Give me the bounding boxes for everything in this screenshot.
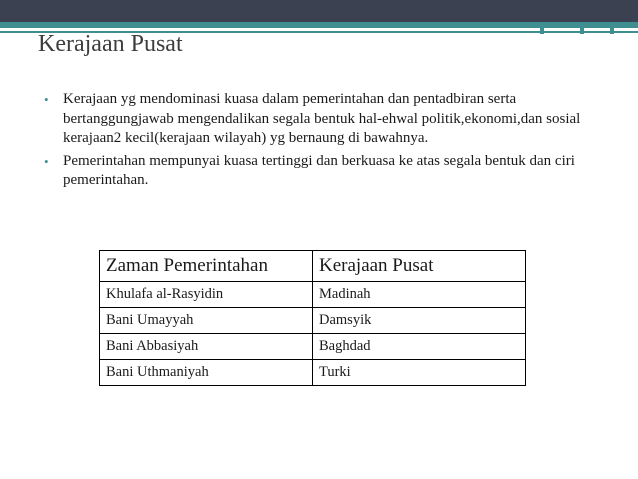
table-row <box>100 308 526 334</box>
table-cell: Damsyik <box>313 308 526 334</box>
bullet-list <box>44 90 604 194</box>
table-cell: Baghdad <box>313 334 526 360</box>
table-cell: Bani Abbasiyah <box>100 334 313 360</box>
bullet-dot-icon: • <box>44 92 49 107</box>
header-tick <box>540 22 544 34</box>
bullet-dot-icon: • <box>44 153 49 169</box>
table-cell: Turki <box>313 360 526 386</box>
bullet-text: Pemerintahan mempunyai kuasa tertinggi dan berkuasa ke atas segala bentuk dan ciri pemerintahan. <box>63 152 575 188</box>
table-header-row <box>100 251 526 282</box>
header-tick <box>610 22 614 34</box>
capital-table <box>99 250 526 386</box>
table-cell: Madinah <box>313 282 526 308</box>
bullet-item <box>44 90 604 149</box>
header-tick <box>580 22 584 34</box>
header-bar <box>0 0 638 22</box>
table-row <box>100 360 526 386</box>
table-cell: Khulafa al-Rasyidin <box>100 282 313 308</box>
table-row <box>100 282 526 308</box>
table-header-cell: Zaman Pemerintahan <box>100 251 313 282</box>
slide-title: Kerajaan Pusat <box>38 31 183 57</box>
table-cell: Bani Umayyah <box>100 308 313 334</box>
bullet-item <box>44 152 604 191</box>
bullet-text: Kerajaan yg mendominasi kuasa dalam pemerintahan dan pentadbiran serta bertanggungjawab mengendalikan segala bentuk hal-ehwal politik,ekonomi,dan sosial kerajaan2 kecil(kerajaan wilayah) yg bernaung di bawahnya. <box>63 91 581 146</box>
table-cell: Bani Uthmaniyah <box>100 360 313 386</box>
table-row <box>100 334 526 360</box>
table-header-cell: Kerajaan Pusat <box>313 251 526 282</box>
